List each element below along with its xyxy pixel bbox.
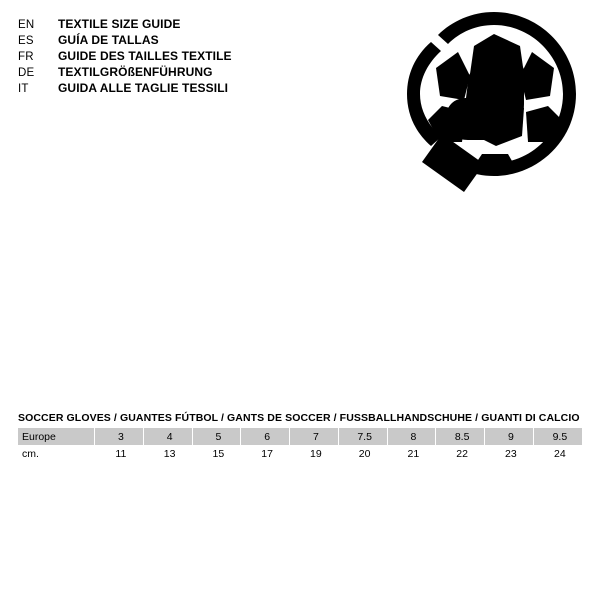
language-code-fr: FR bbox=[18, 51, 34, 63]
cell-europe-2: 4 bbox=[143, 428, 192, 445]
cell-europe-3: 5 bbox=[192, 428, 241, 445]
table-row bbox=[18, 445, 582, 462]
size-table-caption: SOCCER GLOVES / GUANTES FÚTBOL / GANTS DE SOCCER / FUSSBALLHANDSCHUHE / GUANTI DI CALCIO bbox=[18, 412, 580, 424]
cell-cm-8: 22 bbox=[436, 445, 485, 462]
bottom-spacer bbox=[0, 596, 600, 600]
cell-cm-7: 21 bbox=[387, 445, 436, 462]
language-title-es: GUÍA DE TALLAS bbox=[58, 33, 159, 47]
cell-cm-9: 23 bbox=[485, 445, 534, 462]
cell-europe-10: 9.5 bbox=[533, 428, 582, 445]
language-code-de: DE bbox=[18, 67, 35, 79]
cell-europe-1: 3 bbox=[95, 428, 144, 445]
language-row-en bbox=[18, 16, 348, 32]
cell-cm-2: 13 bbox=[143, 445, 192, 462]
cell-cm-1: 11 bbox=[95, 445, 144, 462]
language-row-it bbox=[18, 80, 348, 96]
soccer-glove-and-ball-icon bbox=[398, 8, 588, 198]
language-list bbox=[18, 16, 348, 96]
cell-europe-6: 7.5 bbox=[338, 428, 387, 445]
cell-cm-5: 19 bbox=[290, 445, 339, 462]
language-title-it: GUIDA ALLE TAGLIE TESSILI bbox=[58, 81, 229, 95]
table-row bbox=[18, 428, 582, 445]
language-title-de: TEXTILGRÖßENFÜHRUNG bbox=[58, 65, 213, 79]
row-label-cm: cm. bbox=[18, 445, 95, 462]
language-row-de bbox=[18, 64, 348, 80]
language-code-es: ES bbox=[18, 35, 34, 47]
size-table bbox=[18, 428, 582, 462]
language-title-fr: GUIDE DES TAILLES TEXTILE bbox=[58, 49, 232, 63]
language-row-es bbox=[18, 32, 348, 48]
row-label-europe: Europe bbox=[18, 428, 95, 445]
cell-europe-4: 6 bbox=[241, 428, 290, 445]
cell-europe-7: 8 bbox=[387, 428, 436, 445]
cell-europe-8: 8.5 bbox=[436, 428, 485, 445]
language-code-en: EN bbox=[18, 19, 35, 31]
cell-cm-4: 17 bbox=[241, 445, 290, 462]
size-table-block bbox=[18, 412, 582, 462]
cell-cm-10: 24 bbox=[533, 445, 582, 462]
language-row-fr bbox=[18, 48, 348, 64]
cell-cm-3: 15 bbox=[192, 445, 241, 462]
cell-europe-5: 7 bbox=[290, 428, 339, 445]
language-title-en: TEXTILE SIZE GUIDE bbox=[58, 17, 181, 31]
cell-europe-9: 9 bbox=[485, 428, 534, 445]
cell-cm-6: 20 bbox=[338, 445, 387, 462]
language-code-it: IT bbox=[18, 83, 29, 95]
